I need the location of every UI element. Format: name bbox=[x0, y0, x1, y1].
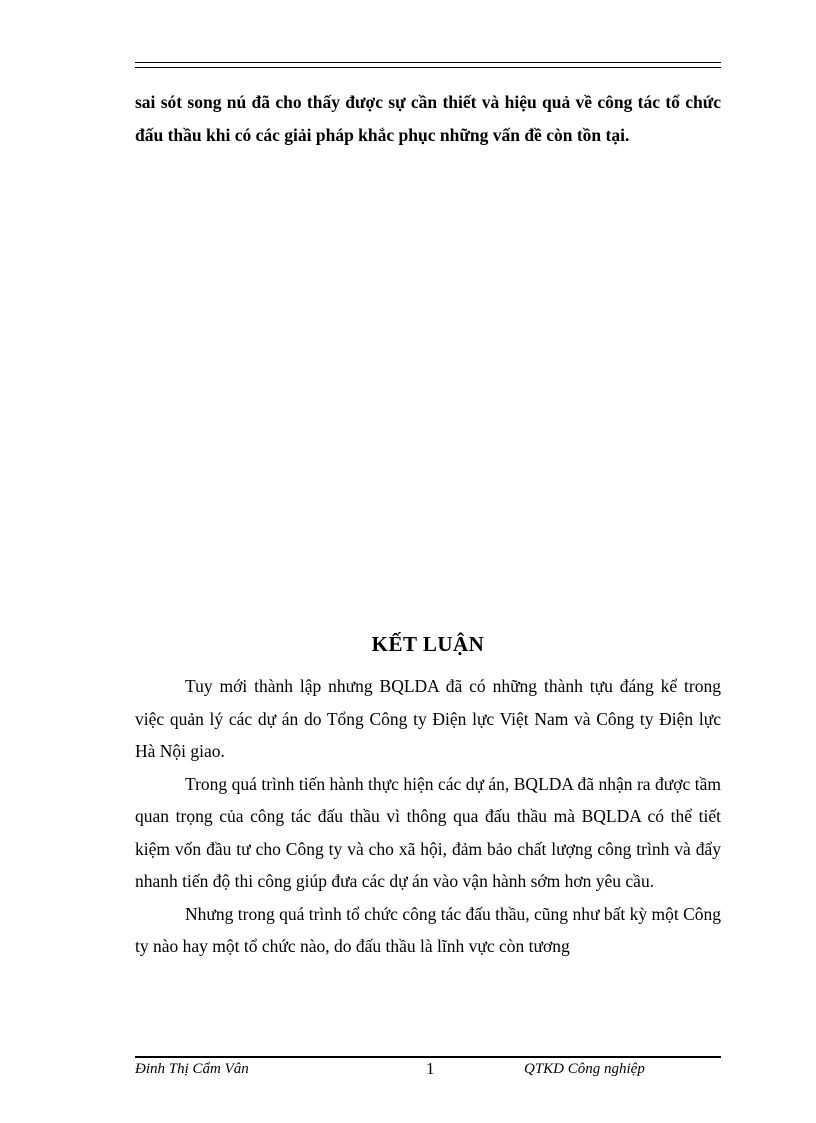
conclusion-paragraph-1: Tuy mới thành lập nhưng BQLDA đã có những thành tựu đáng kể trong việc quản lý các dự án do Tổng Công ty Điện lực Việt Nam và Công ty Điện lực Hà Nội giao. bbox=[135, 676, 721, 761]
conclusion-heading: KẾT LUẬN bbox=[371, 632, 485, 656]
header-double-rule bbox=[135, 62, 721, 68]
footer-author: Đinh Thị Cẩm Vân bbox=[135, 1061, 249, 1077]
intro-paragraph: sai sót song nú đã cho thấy được sự cần thiết và hiệu quả về công tác tổ chức đấu thầu khi có các giải pháp khắc phục những vấn đề còn tồn tại. bbox=[135, 92, 721, 145]
conclusion-paragraph-3: Nhưng trong quá trình tổ chức công tác đấu thầu, cũng như bất kỳ một Công ty nào hay một tổ chức nào, do đấu thầu là lĩnh vực còn tương bbox=[135, 903, 721, 956]
footer-department: QTKD Công nghiệp bbox=[524, 1061, 645, 1077]
conclusion-paragraph-2: Trong quá trình tiến hành thực hiện các dự án, BQLDA đã nhận ra được tầm quan trọng của công tác đấu thầu vì thông qua đấu thầu mà BQLDA có thể tiết kiệm vốn đầu tư cho Công ty và cho xã hội, đảm bảo chất lượng công trình và đẩy nhanh tiến độ thi công giúp đưa các dự án vào vận hành sớm hơn yêu cầu. bbox=[135, 773, 721, 891]
footer-page-number: 1 bbox=[426, 1059, 435, 1078]
conclusion-body bbox=[135, 670, 721, 963]
footer-rule bbox=[135, 1056, 721, 1058]
page-footer bbox=[135, 1059, 721, 1081]
